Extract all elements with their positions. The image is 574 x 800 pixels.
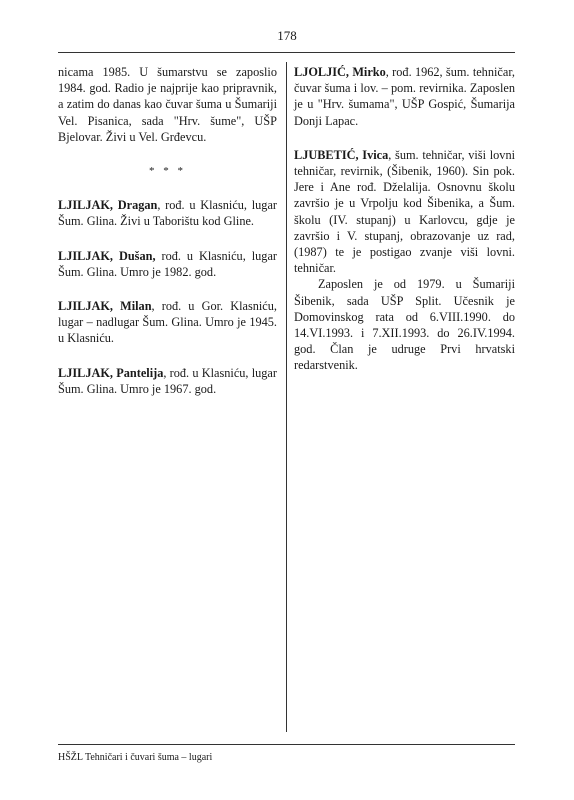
entry-ljoljic-mirko bbox=[294, 64, 515, 129]
entry-name: LJILJAK, Pantelija bbox=[58, 365, 164, 380]
running-footer: HŠŽL Tehničari i čuvari šuma – lugari bbox=[58, 752, 213, 763]
entry-ljiljak-milan bbox=[58, 298, 277, 347]
entry-ljiljak-dusan bbox=[58, 248, 277, 280]
top-rule bbox=[58, 52, 515, 53]
entry-name: LJILJAK, Milan bbox=[58, 299, 152, 314]
right-column bbox=[294, 64, 515, 392]
continuation-text: nicama 1985. U šumarstvu se zaposlio 1984. god. Radio je najprije kao pripravnik, a zatim do danas kao čuvar šuma u Šumariji Vel. Pisanica, sada "Hrv. šume", UŠP Bjelovar. Živi u Vel. Grđevcu. bbox=[58, 65, 277, 144]
left-column bbox=[58, 64, 277, 415]
entry-text: rođ. u Klasniću, lugar Šum. Glina. Umro je 1982. god. bbox=[58, 248, 277, 279]
entry-name: LJOLJIĆ, Mirko bbox=[294, 65, 386, 79]
entry-text: , rođ. u Gor. Klasniću, lugar – nadlugar Šum. Glina. Umro je 1945. u Klasniću. bbox=[58, 299, 277, 346]
entry-text: , šum. tehničar, viši lovni tehničar, revirnik, (Šibenik, 1960). Sin pok. Jere i Ane rođ. Dželalija. Osnovnu školu završio je u Vrpolju kod Šibenika, a Šum. školu (IV. stupanj) u Karlovcu, gdje je završio i V. stupanj, obrazovanje uz rad, (1987) te je postigao zvanje viši lovni. tehničar. bbox=[294, 147, 516, 276]
bottom-rule bbox=[58, 744, 515, 745]
entry-ljiljak-dragan bbox=[58, 197, 277, 229]
column-divider bbox=[286, 62, 287, 732]
entry-text: , rođ. u Klasniću, lugar Šum. Glina. Umro je 1967. god. bbox=[58, 365, 277, 396]
entry-ljubetic-ivica bbox=[294, 147, 515, 374]
entry-name: LJUBETIĆ, Ivica bbox=[294, 147, 389, 162]
section-separator: * * * bbox=[149, 165, 186, 178]
entry-paragraph: Zaposlen je od 1979. u Šumariji Šibenik, sada UŠP Split. Učesnik je Domovinskog rata od 6.VIII.1990. do 14.VI.1993. i 7.XII.1993. do 26.IV.1994. god. Član je udruge Prvi hrvatski redarstvenik. bbox=[294, 277, 515, 373]
entry-text: , rođ. 1962, šum. tehničar, čuvar šuma i lov. – pom. revirnika. Zaposlen je u "Hrv. šumama", UŠP Gospić, Šumarija Donji Lapac. bbox=[294, 65, 515, 128]
entry-name: LJILJAK, Dušan, bbox=[58, 248, 156, 263]
entry-ljiljak-pantelija bbox=[58, 365, 277, 397]
continuation-entry bbox=[58, 64, 277, 145]
entry-name: LJILJAK, Dragan bbox=[58, 198, 158, 213]
page-number: 178 bbox=[277, 28, 297, 43]
entry-text: , rođ. u Klasniću, lugar Šum. Glina. Živi u Taborištu kod Gline. bbox=[58, 198, 277, 229]
